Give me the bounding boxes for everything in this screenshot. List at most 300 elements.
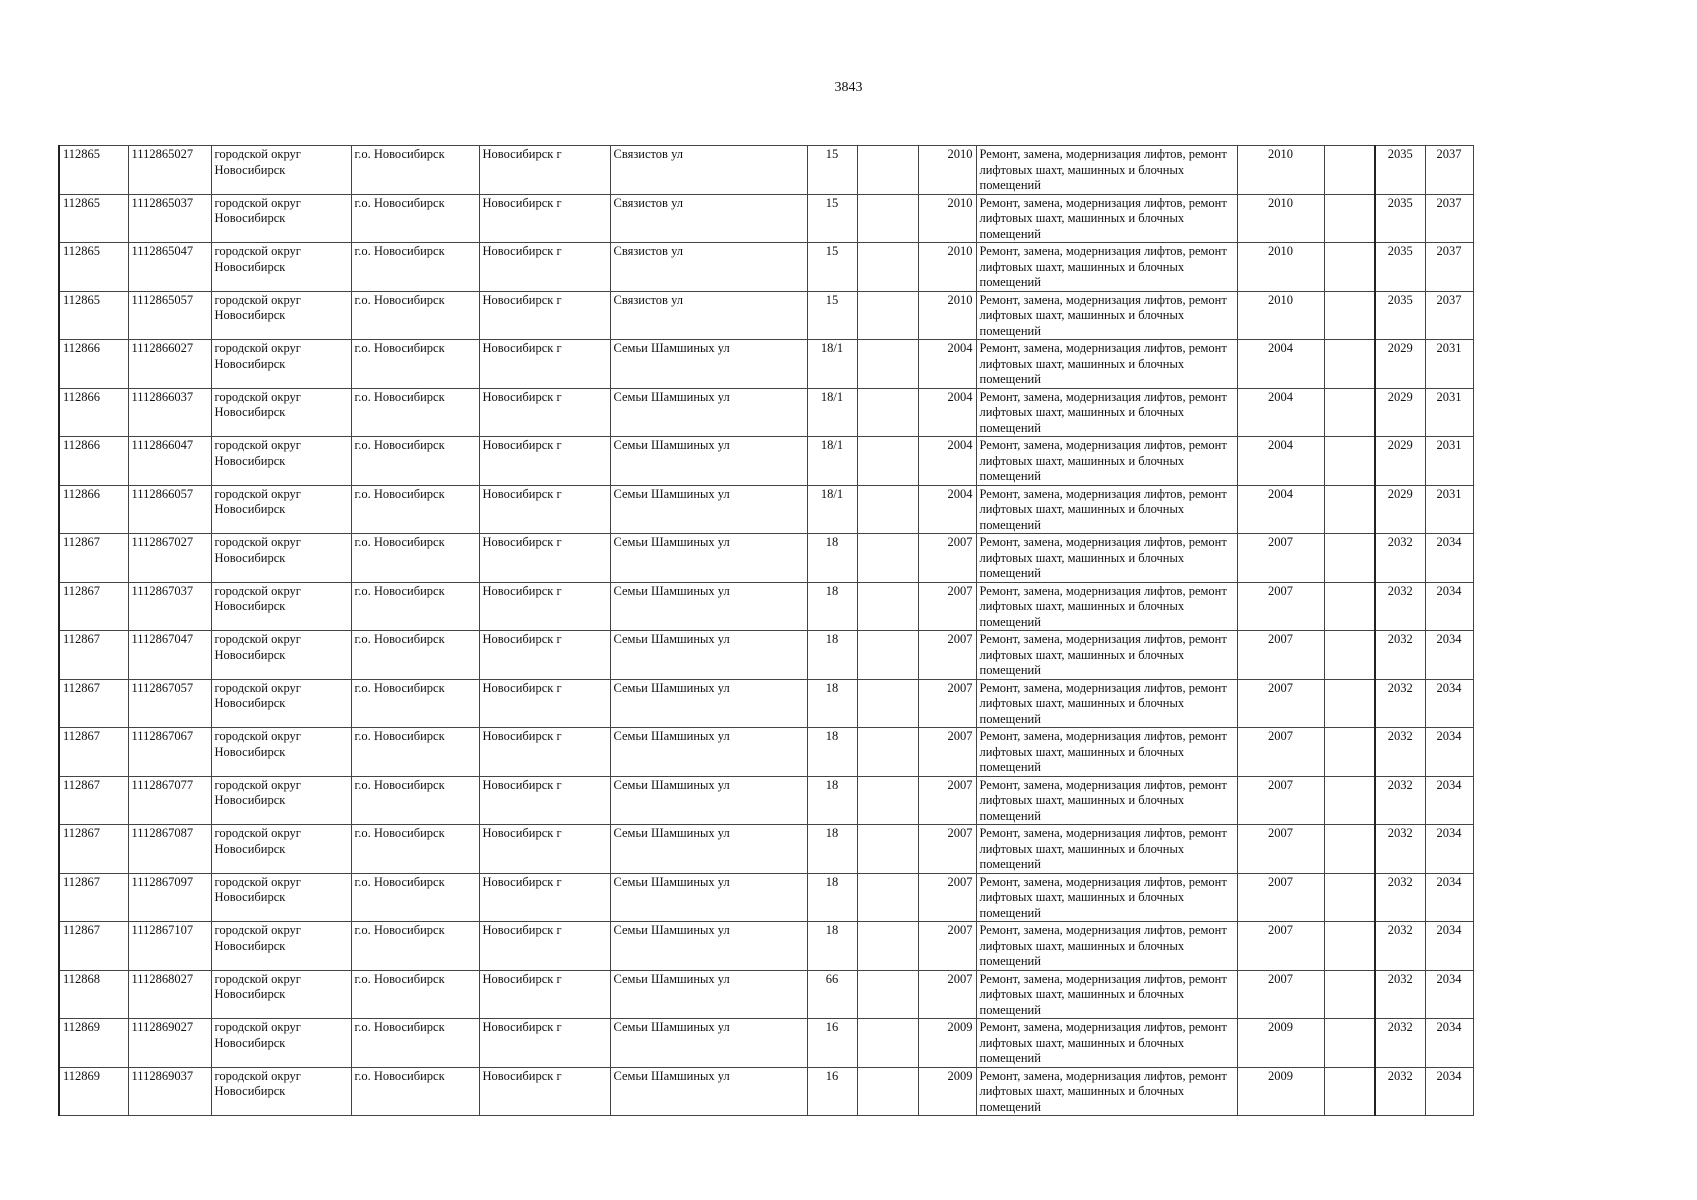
cell-plan-to: 2034: [1425, 1067, 1473, 1116]
cell-district: г.о. Новосибирск: [351, 340, 479, 389]
cell-street: Семьи Шамшиных ул: [610, 776, 807, 825]
cell-empty: [1324, 291, 1375, 340]
cell-plan-from: 2035: [1375, 146, 1425, 195]
cell-work-type: Ремонт, замена, модернизация лифтов, ремонт лифтовых шахт, машинных и блочных помещений: [976, 243, 1237, 292]
cell-work-type: Ремонт, замена, модернизация лифтов, ремонт лифтовых шахт, машинных и блочных помещений: [976, 340, 1237, 389]
cell-district: г.о. Новосибирск: [351, 728, 479, 777]
cell-plan-to: 2034: [1425, 1019, 1473, 1068]
cell-house-number: 18: [807, 534, 857, 583]
cell-street: Семьи Шамшиных ул: [610, 825, 807, 874]
cell-house-number: 18: [807, 582, 857, 631]
cell-object-id: 112867: [59, 728, 128, 777]
cell-street: Семьи Шамшиных ул: [610, 873, 807, 922]
table-row: [59, 582, 1473, 631]
cell-year-built: 2010: [918, 146, 976, 195]
cell-plan-from: 2032: [1375, 582, 1425, 631]
cell-municipality: городской округ Новосибирск: [211, 873, 351, 922]
cell-plan-to: 2034: [1425, 679, 1473, 728]
cell-work-type: Ремонт, замена, модернизация лифтов, ремонт лифтовых шахт, машинных и блочных помещений: [976, 728, 1237, 777]
table-row: [59, 1067, 1473, 1116]
cell-year-built: 2004: [918, 485, 976, 534]
cell-last-repair-year: 2009: [1237, 1019, 1324, 1068]
cell-plan-to: 2034: [1425, 970, 1473, 1019]
cell-object-id: 112867: [59, 922, 128, 971]
cell-house-number: 18/1: [807, 340, 857, 389]
cell-element-code: 1112869027: [128, 1019, 211, 1068]
cell-object-id: 112867: [59, 679, 128, 728]
cell-street: Связистов ул: [610, 194, 807, 243]
table-row: [59, 1019, 1473, 1068]
cell-empty: [1324, 534, 1375, 583]
cell-house-number: 18: [807, 825, 857, 874]
cell-municipality: городской округ Новосибирск: [211, 776, 351, 825]
cell-plan-from: 2032: [1375, 728, 1425, 777]
cell-last-repair-year: 2004: [1237, 388, 1324, 437]
cell-house-number: 18: [807, 873, 857, 922]
table-row: [59, 388, 1473, 437]
cell-street: Семьи Шамшиных ул: [610, 582, 807, 631]
cell-city: Новосибирск г: [479, 970, 610, 1019]
cell-object-id: 112866: [59, 340, 128, 389]
cell-street: Семьи Шамшиных ул: [610, 388, 807, 437]
cell-street: Связистов ул: [610, 291, 807, 340]
cell-city: Новосибирск г: [479, 146, 610, 195]
cell-work-type: Ремонт, замена, модернизация лифтов, ремонт лифтовых шахт, машинных и блочных помещений: [976, 388, 1237, 437]
cell-empty: [857, 291, 918, 340]
cell-plan-from: 2029: [1375, 437, 1425, 486]
cell-district: г.о. Новосибирск: [351, 437, 479, 486]
cell-work-type: Ремонт, замена, модернизация лифтов, ремонт лифтовых шахт, машинных и блочных помещений: [976, 922, 1237, 971]
cell-element-code: 1112867067: [128, 728, 211, 777]
cell-last-repair-year: 2010: [1237, 291, 1324, 340]
cell-work-type: Ремонт, замена, модернизация лифтов, ремонт лифтовых шахт, машинных и блочных помещений: [976, 534, 1237, 583]
table-row: [59, 679, 1473, 728]
cell-empty: [857, 679, 918, 728]
cell-last-repair-year: 2009: [1237, 1067, 1324, 1116]
cell-object-id: 112865: [59, 194, 128, 243]
cell-city: Новосибирск г: [479, 922, 610, 971]
cell-work-type: Ремонт, замена, модернизация лифтов, ремонт лифтовых шахт, машинных и блочных помещений: [976, 291, 1237, 340]
cell-district: г.о. Новосибирск: [351, 776, 479, 825]
cell-last-repair-year: 2004: [1237, 485, 1324, 534]
cell-plan-to: 2031: [1425, 388, 1473, 437]
cell-last-repair-year: 2004: [1237, 437, 1324, 486]
cell-city: Новосибирск г: [479, 873, 610, 922]
cell-work-type: Ремонт, замена, модернизация лифтов, ремонт лифтовых шахт, машинных и блочных помещений: [976, 485, 1237, 534]
cell-empty: [1324, 1019, 1375, 1068]
cell-municipality: городской округ Новосибирск: [211, 243, 351, 292]
cell-last-repair-year: 2007: [1237, 679, 1324, 728]
cell-empty: [1324, 388, 1375, 437]
cell-house-number: 15: [807, 291, 857, 340]
cell-empty: [857, 582, 918, 631]
table-row: [59, 825, 1473, 874]
cell-municipality: городской округ Новосибирск: [211, 534, 351, 583]
cell-last-repair-year: 2007: [1237, 631, 1324, 680]
cell-street: Семьи Шамшиных ул: [610, 679, 807, 728]
table-row: [59, 631, 1473, 680]
cell-element-code: 1112866057: [128, 485, 211, 534]
cell-empty: [857, 194, 918, 243]
cell-empty: [1324, 922, 1375, 971]
cell-year-built: 2007: [918, 679, 976, 728]
cell-object-id: 112867: [59, 825, 128, 874]
table-row: [59, 970, 1473, 1019]
cell-street: Связистов ул: [610, 243, 807, 292]
cell-plan-from: 2035: [1375, 194, 1425, 243]
cell-empty: [857, 243, 918, 292]
cell-city: Новосибирск г: [479, 243, 610, 292]
cell-street: Семьи Шамшиных ул: [610, 1019, 807, 1068]
cell-element-code: 1112867087: [128, 825, 211, 874]
cell-year-built: 2007: [918, 970, 976, 1019]
cell-empty: [857, 146, 918, 195]
cell-empty: [1324, 825, 1375, 874]
cell-street: Семьи Шамшиных ул: [610, 534, 807, 583]
cell-object-id: 112868: [59, 970, 128, 1019]
cell-last-repair-year: 2010: [1237, 146, 1324, 195]
cell-plan-to: 2031: [1425, 340, 1473, 389]
cell-element-code: 1112867027: [128, 534, 211, 583]
cell-work-type: Ремонт, замена, модернизация лифтов, ремонт лифтовых шахт, машинных и блочных помещений: [976, 776, 1237, 825]
cell-year-built: 2007: [918, 776, 976, 825]
cell-year-built: 2004: [918, 340, 976, 389]
cell-empty: [1324, 194, 1375, 243]
cell-plan-to: 2034: [1425, 922, 1473, 971]
cell-last-repair-year: 2007: [1237, 728, 1324, 777]
cell-empty: [1324, 340, 1375, 389]
cell-work-type: Ремонт, замена, модернизация лифтов, ремонт лифтовых шахт, машинных и блочных помещений: [976, 146, 1237, 195]
cell-plan-to: 2031: [1425, 437, 1473, 486]
cell-empty: [1324, 1067, 1375, 1116]
table-row: [59, 728, 1473, 777]
cell-last-repair-year: 2004: [1237, 340, 1324, 389]
cell-city: Новосибирск г: [479, 340, 610, 389]
cell-plan-to: 2034: [1425, 582, 1473, 631]
cell-municipality: городской округ Новосибирск: [211, 291, 351, 340]
cell-district: г.о. Новосибирск: [351, 146, 479, 195]
cell-municipality: городской округ Новосибирск: [211, 679, 351, 728]
cell-empty: [1324, 631, 1375, 680]
cell-district: г.о. Новосибирск: [351, 485, 479, 534]
cell-plan-from: 2035: [1375, 291, 1425, 340]
cell-street: Семьи Шамшиных ул: [610, 728, 807, 777]
cell-house-number: 15: [807, 146, 857, 195]
cell-element-code: 1112868027: [128, 970, 211, 1019]
cell-object-id: 112867: [59, 776, 128, 825]
cell-street: Семьи Шамшиных ул: [610, 485, 807, 534]
cell-year-built: 2009: [918, 1067, 976, 1116]
table-row: [59, 340, 1473, 389]
cell-empty: [1324, 485, 1375, 534]
cell-year-built: 2007: [918, 631, 976, 680]
cell-district: г.о. Новосибирск: [351, 291, 479, 340]
cell-empty: [1324, 728, 1375, 777]
cell-plan-to: 2034: [1425, 873, 1473, 922]
cell-empty: [857, 922, 918, 971]
cell-object-id: 112866: [59, 485, 128, 534]
cell-last-repair-year: 2007: [1237, 825, 1324, 874]
cell-year-built: 2009: [918, 1019, 976, 1068]
cell-plan-to: 2034: [1425, 776, 1473, 825]
cell-municipality: городской округ Новосибирск: [211, 388, 351, 437]
cell-house-number: 18: [807, 776, 857, 825]
cell-plan-to: 2034: [1425, 825, 1473, 874]
cell-house-number: 15: [807, 194, 857, 243]
cell-year-built: 2007: [918, 922, 976, 971]
cell-plan-from: 2032: [1375, 631, 1425, 680]
cell-house-number: 18/1: [807, 388, 857, 437]
registry-table: [58, 145, 1474, 1116]
table-row: [59, 243, 1473, 292]
cell-last-repair-year: 2007: [1237, 970, 1324, 1019]
cell-city: Новосибирск г: [479, 631, 610, 680]
cell-year-built: 2010: [918, 243, 976, 292]
cell-municipality: городской округ Новосибирск: [211, 340, 351, 389]
cell-city: Новосибирск г: [479, 291, 610, 340]
cell-house-number: 16: [807, 1067, 857, 1116]
cell-street: Семьи Шамшиных ул: [610, 340, 807, 389]
cell-empty: [857, 631, 918, 680]
cell-year-built: 2007: [918, 582, 976, 631]
cell-empty: [857, 534, 918, 583]
cell-object-id: 112865: [59, 146, 128, 195]
cell-plan-from: 2029: [1375, 340, 1425, 389]
cell-district: г.о. Новосибирск: [351, 825, 479, 874]
cell-empty: [857, 485, 918, 534]
table-row: [59, 485, 1473, 534]
cell-plan-to: 2031: [1425, 485, 1473, 534]
cell-object-id: 112867: [59, 534, 128, 583]
cell-municipality: городской округ Новосибирск: [211, 631, 351, 680]
cell-object-id: 112865: [59, 243, 128, 292]
cell-municipality: городской округ Новосибирск: [211, 922, 351, 971]
cell-year-built: 2007: [918, 825, 976, 874]
cell-object-id: 112867: [59, 582, 128, 631]
cell-last-repair-year: 2010: [1237, 243, 1324, 292]
cell-year-built: 2007: [918, 873, 976, 922]
cell-element-code: 1112865057: [128, 291, 211, 340]
cell-house-number: 18: [807, 728, 857, 777]
cell-plan-from: 2029: [1375, 388, 1425, 437]
cell-work-type: Ремонт, замена, модернизация лифтов, ремонт лифтовых шахт, машинных и блочных помещений: [976, 437, 1237, 486]
cell-last-repair-year: 2007: [1237, 873, 1324, 922]
table-row: [59, 194, 1473, 243]
cell-work-type: Ремонт, замена, модернизация лифтов, ремонт лифтовых шахт, машинных и блочных помещений: [976, 582, 1237, 631]
cell-work-type: Ремонт, замена, модернизация лифтов, ремонт лифтовых шахт, машинных и блочных помещений: [976, 194, 1237, 243]
cell-plan-to: 2037: [1425, 146, 1473, 195]
cell-element-code: 1112867097: [128, 873, 211, 922]
cell-city: Новосибирск г: [479, 728, 610, 777]
cell-work-type: Ремонт, замена, модернизация лифтов, ремонт лифтовых шахт, машинных и блочных помещений: [976, 1019, 1237, 1068]
cell-street: Семьи Шамшиных ул: [610, 631, 807, 680]
cell-work-type: Ремонт, замена, модернизация лифтов, ремонт лифтовых шахт, машинных и блочных помещений: [976, 873, 1237, 922]
cell-plan-from: 2032: [1375, 922, 1425, 971]
cell-municipality: городской округ Новосибирск: [211, 194, 351, 243]
cell-plan-from: 2029: [1375, 485, 1425, 534]
cell-city: Новосибирск г: [479, 776, 610, 825]
cell-last-repair-year: 2007: [1237, 534, 1324, 583]
cell-house-number: 18/1: [807, 485, 857, 534]
cell-object-id: 112867: [59, 631, 128, 680]
cell-plan-from: 2032: [1375, 679, 1425, 728]
cell-last-repair-year: 2007: [1237, 922, 1324, 971]
cell-plan-from: 2032: [1375, 825, 1425, 874]
cell-city: Новосибирск г: [479, 437, 610, 486]
cell-element-code: 1112866047: [128, 437, 211, 486]
cell-city: Новосибирск г: [479, 485, 610, 534]
cell-empty: [1324, 873, 1375, 922]
cell-municipality: городской округ Новосибирск: [211, 582, 351, 631]
cell-plan-from: 2032: [1375, 1019, 1425, 1068]
table-row: [59, 437, 1473, 486]
cell-plan-to: 2037: [1425, 194, 1473, 243]
cell-plan-to: 2034: [1425, 534, 1473, 583]
cell-empty: [857, 340, 918, 389]
cell-district: г.о. Новосибирск: [351, 631, 479, 680]
cell-district: г.о. Новосибирск: [351, 1067, 479, 1116]
cell-plan-to: 2034: [1425, 728, 1473, 777]
cell-element-code: 1112865027: [128, 146, 211, 195]
cell-house-number: 66: [807, 970, 857, 1019]
cell-object-id: 112869: [59, 1019, 128, 1068]
cell-empty: [857, 728, 918, 777]
cell-district: г.о. Новосибирск: [351, 194, 479, 243]
cell-house-number: 18: [807, 922, 857, 971]
cell-city: Новосибирск г: [479, 534, 610, 583]
cell-house-number: 18/1: [807, 437, 857, 486]
cell-work-type: Ремонт, замена, модернизация лифтов, ремонт лифтовых шахт, машинных и блочных помещений: [976, 825, 1237, 874]
cell-municipality: городской округ Новосибирск: [211, 1019, 351, 1068]
cell-empty: [1324, 582, 1375, 631]
cell-street: Семьи Шамшиных ул: [610, 437, 807, 486]
cell-district: г.о. Новосибирск: [351, 534, 479, 583]
cell-empty: [857, 437, 918, 486]
cell-district: г.о. Новосибирск: [351, 243, 479, 292]
table-row: [59, 873, 1473, 922]
cell-element-code: 1112865037: [128, 194, 211, 243]
page-number: 3843: [834, 80, 863, 95]
cell-element-code: 1112867107: [128, 922, 211, 971]
cell-municipality: городской округ Новосибирск: [211, 970, 351, 1019]
cell-city: Новосибирск г: [479, 825, 610, 874]
cell-element-code: 1112867037: [128, 582, 211, 631]
cell-empty: [857, 1019, 918, 1068]
cell-street: Семьи Шамшиных ул: [610, 1067, 807, 1116]
cell-city: Новосибирск г: [479, 582, 610, 631]
cell-year-built: 2007: [918, 728, 976, 777]
cell-municipality: городской округ Новосибирск: [211, 825, 351, 874]
cell-city: Новосибирск г: [479, 679, 610, 728]
cell-house-number: 18: [807, 631, 857, 680]
cell-element-code: 1112867057: [128, 679, 211, 728]
cell-municipality: городской округ Новосибирск: [211, 146, 351, 195]
cell-year-built: 2010: [918, 194, 976, 243]
cell-district: г.о. Новосибирск: [351, 679, 479, 728]
cell-plan-from: 2032: [1375, 534, 1425, 583]
table-row: [59, 534, 1473, 583]
cell-empty: [1324, 776, 1375, 825]
cell-empty: [857, 873, 918, 922]
cell-empty: [857, 1067, 918, 1116]
cell-element-code: 1112866037: [128, 388, 211, 437]
cell-object-id: 112865: [59, 291, 128, 340]
table-row: [59, 146, 1473, 195]
cell-empty: [1324, 146, 1375, 195]
cell-municipality: городской округ Новосибирск: [211, 728, 351, 777]
cell-object-id: 112866: [59, 388, 128, 437]
cell-district: г.о. Новосибирск: [351, 970, 479, 1019]
cell-last-repair-year: 2010: [1237, 194, 1324, 243]
cell-work-type: Ремонт, замена, модернизация лифтов, ремонт лифтовых шахт, машинных и блочных помещений: [976, 679, 1237, 728]
cell-city: Новосибирск г: [479, 1019, 610, 1068]
cell-plan-from: 2032: [1375, 873, 1425, 922]
cell-object-id: 112869: [59, 1067, 128, 1116]
cell-plan-from: 2035: [1375, 243, 1425, 292]
table-row: [59, 291, 1473, 340]
cell-plan-to: 2034: [1425, 631, 1473, 680]
cell-district: г.о. Новосибирск: [351, 1019, 479, 1068]
cell-plan-to: 2037: [1425, 291, 1473, 340]
cell-work-type: Ремонт, замена, модернизация лифтов, ремонт лифтовых шахт, машинных и блочных помещений: [976, 1067, 1237, 1116]
cell-plan-from: 2032: [1375, 1067, 1425, 1116]
table-row: [59, 776, 1473, 825]
cell-year-built: 2004: [918, 388, 976, 437]
cell-empty: [1324, 243, 1375, 292]
cell-empty: [857, 970, 918, 1019]
cell-street: Семьи Шамшиных ул: [610, 970, 807, 1019]
cell-year-built: 2007: [918, 534, 976, 583]
cell-district: г.о. Новосибирск: [351, 922, 479, 971]
cell-house-number: 16: [807, 1019, 857, 1068]
cell-plan-to: 2037: [1425, 243, 1473, 292]
cell-object-id: 112867: [59, 873, 128, 922]
cell-work-type: Ремонт, замена, модернизация лифтов, ремонт лифтовых шахт, машинных и блочных помещений: [976, 631, 1237, 680]
cell-empty: [1324, 437, 1375, 486]
cell-work-type: Ремонт, замена, модернизация лифтов, ремонт лифтовых шахт, машинных и блочных помещений: [976, 970, 1237, 1019]
cell-element-code: 1112867077: [128, 776, 211, 825]
cell-house-number: 18: [807, 679, 857, 728]
cell-municipality: городской округ Новосибирск: [211, 437, 351, 486]
cell-district: г.о. Новосибирск: [351, 582, 479, 631]
cell-municipality: городской округ Новосибирск: [211, 485, 351, 534]
cell-empty: [857, 776, 918, 825]
cell-plan-from: 2032: [1375, 970, 1425, 1019]
cell-element-code: 1112866027: [128, 340, 211, 389]
cell-district: г.о. Новосибирск: [351, 873, 479, 922]
cell-plan-from: 2032: [1375, 776, 1425, 825]
cell-last-repair-year: 2007: [1237, 776, 1324, 825]
cell-year-built: 2010: [918, 291, 976, 340]
cell-district: г.о. Новосибирск: [351, 388, 479, 437]
cell-year-built: 2004: [918, 437, 976, 486]
cell-house-number: 15: [807, 243, 857, 292]
cell-municipality: городской округ Новосибирск: [211, 1067, 351, 1116]
cell-empty: [857, 825, 918, 874]
cell-street: Семьи Шамшиных ул: [610, 922, 807, 971]
cell-city: Новосибирск г: [479, 388, 610, 437]
cell-city: Новосибирск г: [479, 194, 610, 243]
cell-object-id: 112866: [59, 437, 128, 486]
cell-empty: [857, 388, 918, 437]
cell-empty: [1324, 679, 1375, 728]
cell-element-code: 1112867047: [128, 631, 211, 680]
cell-element-code: 1112869037: [128, 1067, 211, 1116]
cell-empty: [1324, 970, 1375, 1019]
table-row: [59, 922, 1473, 971]
cell-street: Связистов ул: [610, 146, 807, 195]
cell-element-code: 1112865047: [128, 243, 211, 292]
